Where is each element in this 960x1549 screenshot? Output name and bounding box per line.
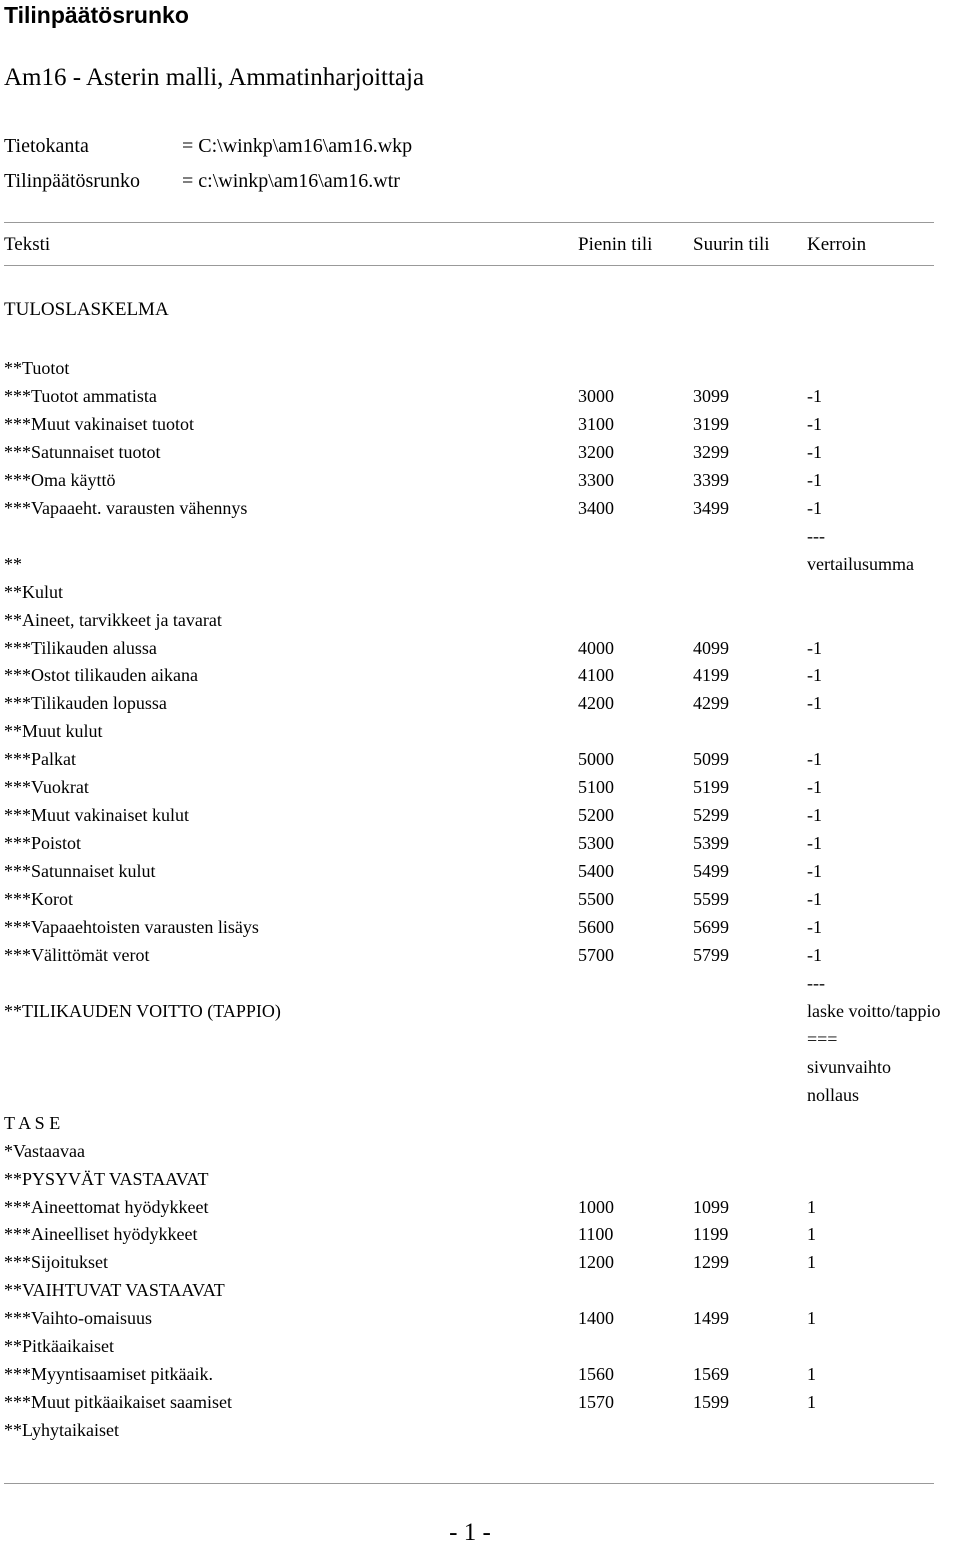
row-max-account: 5599 (693, 889, 729, 910)
meta-value: = c:\winkp\am16\am16.wtr (182, 170, 400, 192)
row-factor: -1 (807, 413, 822, 434)
row-min-account: 1200 (578, 1252, 614, 1273)
row-factor: 1 (807, 1308, 816, 1329)
row-text: ***Vapaaeht. varausten vähennys (4, 497, 248, 518)
row-factor: -1 (807, 777, 822, 798)
row-max-account: 1499 (693, 1308, 729, 1329)
row-text: ***Muut pitkäaikaiset saamiset (4, 1392, 232, 1413)
row-text: ***Ostot tilikauden aikana (4, 665, 198, 686)
row-min-account: 1400 (578, 1308, 614, 1329)
row-factor: -1 (807, 889, 822, 910)
row-max-account: 4199 (693, 665, 729, 686)
row-min-account: 5200 (578, 805, 614, 826)
row-min-account: 1100 (578, 1224, 614, 1245)
row-max-account: 5099 (693, 749, 729, 770)
row-factor: -1 (807, 441, 822, 462)
row-factor: laske voitto/tappio (807, 1000, 941, 1021)
row-factor: -1 (807, 637, 822, 658)
row-factor: nollaus (807, 1084, 859, 1105)
table-row (0, 717, 960, 745)
table-row (0, 913, 960, 941)
row-factor: -1 (807, 665, 822, 686)
table-row (0, 382, 960, 410)
row-factor: -1 (807, 469, 822, 490)
row-max-account: 1299 (693, 1252, 729, 1273)
row-max-account: 4099 (693, 637, 729, 658)
row-factor: vertailusumma (807, 553, 914, 574)
row-min-account: 4200 (578, 693, 614, 714)
table-row (0, 1081, 960, 1109)
row-max-account: 3099 (693, 385, 729, 406)
row-factor: 1 (807, 1196, 816, 1217)
table-row (0, 969, 960, 997)
row-text: ***Vaihto-omaisuus (4, 1308, 152, 1329)
row-factor: -1 (807, 833, 822, 854)
row-text: ***Muut vakinaiset tuotot (4, 413, 194, 434)
table-row (0, 941, 960, 969)
row-factor: -1 (807, 944, 822, 965)
row-text: **TILIKAUDEN VOITTO (TAPPIO) (4, 1000, 281, 1021)
table-row (0, 1193, 960, 1221)
row-factor: sivunvaihto (807, 1056, 891, 1077)
row-text: ***Vapaaehtoisten varausten lisäys (4, 917, 259, 937)
row-text: ***Myyntisaamiset pitkäaik. (4, 1364, 213, 1385)
row-factor: 1 (807, 1252, 816, 1273)
row-min-account: 5500 (578, 889, 614, 910)
document-title: Tilinpäätösrunko (4, 2, 189, 28)
row-text: ***Aineelliset hyödykkeet (4, 1224, 198, 1245)
row-text: ***Oma käyttö (4, 469, 116, 490)
table-row (0, 550, 960, 578)
row-text: **Kulut (4, 581, 64, 602)
header-top-rule (4, 222, 934, 223)
table-row (0, 410, 960, 438)
table-row (0, 1248, 960, 1276)
meta-label: Tietokanta (4, 135, 89, 157)
row-text: ***Muut vakinaiset kulut (4, 805, 189, 826)
table-row (0, 1416, 960, 1444)
row-factor: 1 (807, 1392, 816, 1413)
table-row (0, 857, 960, 885)
row-min-account: 1560 (578, 1364, 614, 1385)
header-bottom-rule (4, 265, 934, 266)
row-text: **Pitkäaikaiset (4, 1336, 114, 1357)
row-text: ***Korot (4, 889, 73, 910)
table-row (0, 1109, 960, 1137)
row-min-account: 3300 (578, 469, 614, 490)
table-row (0, 354, 960, 382)
row-text: ***Satunnaiset kulut (4, 861, 156, 882)
row-min-account: 3100 (578, 413, 614, 434)
row-min-account: 3200 (578, 441, 614, 462)
column-header-text: Teksti (4, 234, 51, 255)
row-max-account: 1569 (693, 1364, 729, 1385)
row-max-account: 5799 (693, 944, 729, 965)
table-row (0, 1388, 960, 1416)
row-text: ***Tuotot ammatista (4, 385, 157, 406)
row-max-account: 3199 (693, 413, 729, 434)
meta-value: = C:\winkp\am16\am16.wkp (182, 135, 413, 157)
table-row (0, 1360, 960, 1388)
row-text: *Vastaavaa (4, 1140, 85, 1161)
row-text: ** (4, 553, 22, 574)
page-number: - 1 - (449, 1519, 491, 1546)
row-min-account: 1000 (578, 1196, 614, 1217)
table-row (0, 578, 960, 606)
section-title: TULOSLASKELMA (4, 299, 169, 320)
table-row (0, 1220, 960, 1248)
row-factor: -1 (807, 917, 822, 937)
table-row (0, 634, 960, 662)
table-row (0, 1165, 960, 1193)
row-max-account: 5299 (693, 805, 729, 826)
column-header-factor: Kerroin (807, 234, 867, 255)
row-min-account: 4100 (578, 665, 614, 686)
row-text: **Aineet, tarvikkeet ja tavarat (4, 609, 222, 630)
table-row (0, 1053, 960, 1081)
table-row (0, 1137, 960, 1165)
table-row (0, 494, 960, 522)
table-row (0, 1025, 960, 1053)
row-min-account: 4000 (578, 637, 614, 658)
row-max-account: 3299 (693, 441, 729, 462)
row-max-account: 5399 (693, 833, 729, 854)
row-factor: -1 (807, 497, 822, 518)
row-min-account: 5600 (578, 917, 614, 937)
row-min-account: 5400 (578, 861, 614, 882)
row-min-account: 5700 (578, 944, 614, 965)
row-max-account: 5199 (693, 777, 729, 798)
row-factor: -1 (807, 749, 822, 770)
row-text: ***Välittömät verot (4, 944, 150, 965)
table-row (0, 773, 960, 801)
row-min-account: 5100 (578, 777, 614, 798)
row-max-account: 1599 (693, 1392, 729, 1413)
table-row (0, 745, 960, 773)
row-factor: --- (807, 972, 825, 993)
row-min-account: 5300 (578, 833, 614, 854)
row-text: ***Sijoitukset (4, 1252, 109, 1273)
row-text: **Lyhytaikaiset (4, 1420, 119, 1441)
row-text: ***Satunnaiset tuotot (4, 441, 161, 462)
document-subtitle: Am16 - Asterin malli, Ammatinharjoittaja (4, 64, 425, 91)
row-text: ***Vuokrat (4, 777, 89, 798)
row-factor: -1 (807, 385, 822, 406)
row-factor: --- (807, 525, 825, 546)
table-row (0, 689, 960, 717)
table-row (0, 522, 960, 550)
row-min-account: 5000 (578, 749, 614, 770)
row-max-account: 3499 (693, 497, 729, 518)
meta-label: Tilinpäätösrunko (4, 170, 140, 192)
table-row (0, 801, 960, 829)
row-max-account: 1199 (693, 1224, 729, 1245)
row-text: ***Palkat (4, 749, 76, 770)
table-row (0, 997, 960, 1025)
row-min-account: 1570 (578, 1392, 614, 1413)
row-max-account: 5699 (693, 917, 729, 937)
row-text: **VAIHTUVAT VASTAAVAT (4, 1280, 225, 1301)
table-row (0, 438, 960, 466)
row-text: ***Tilikauden lopussa (4, 693, 167, 714)
row-min-account: 3000 (578, 385, 614, 406)
table-row (0, 1304, 960, 1332)
row-text: T A S E (4, 1112, 61, 1133)
table-row (0, 1276, 960, 1304)
row-text: ***Aineettomat hyödykkeet (4, 1196, 209, 1217)
row-text: ***Poistot (4, 833, 82, 854)
row-factor: 1 (807, 1364, 816, 1385)
footer-rule (4, 1483, 934, 1484)
row-factor: === (807, 1028, 838, 1049)
column-header-min-account: Pienin tili (578, 234, 653, 255)
row-factor: -1 (807, 805, 822, 826)
table-row (0, 466, 960, 494)
table-row (0, 606, 960, 634)
row-factor: -1 (807, 861, 822, 882)
row-factor: -1 (807, 693, 822, 714)
table-row (0, 1332, 960, 1360)
row-text: **Muut kulut (4, 721, 103, 742)
table-row (0, 829, 960, 857)
row-factor: 1 (807, 1224, 816, 1245)
row-text: ***Tilikauden alussa (4, 637, 157, 658)
row-max-account: 4299 (693, 693, 729, 714)
row-max-account: 5499 (693, 861, 729, 882)
row-max-account: 1099 (693, 1196, 729, 1217)
row-text: **PYSYVÄT VASTAAVAT (4, 1168, 209, 1189)
table-row (0, 885, 960, 913)
row-text: **Tuotot (4, 358, 70, 378)
row-min-account: 3400 (578, 497, 614, 518)
row-max-account: 3399 (693, 469, 729, 490)
column-header-max-account: Suurin tili (693, 234, 770, 255)
table-row (0, 661, 960, 689)
